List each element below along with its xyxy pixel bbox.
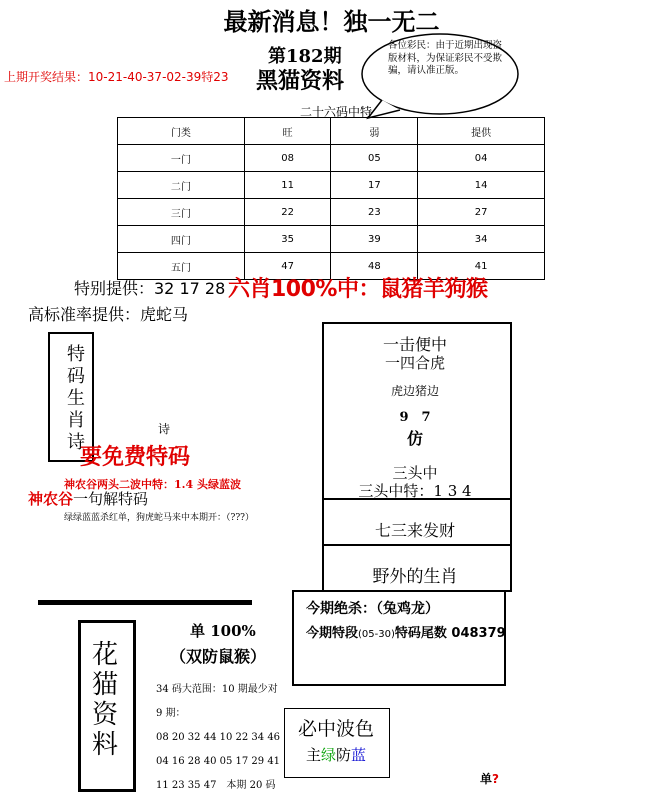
- range-lines: [156, 678, 280, 798]
- single-line: 单 100%: [190, 622, 256, 640]
- single-question: [480, 770, 499, 787]
- wave-main-prefix: 主: [305, 746, 321, 764]
- column-header: 弱: [331, 118, 418, 145]
- table-cell: 四门: [118, 226, 245, 253]
- column-header: 旺: [244, 118, 331, 145]
- last-draw-result: 上期开奖结果：10-21-40-37-02-39特23: [4, 70, 229, 84]
- table-cell: 11: [244, 172, 331, 199]
- table-cell: 41: [418, 253, 545, 280]
- right-line-7: 三头中特：1 3 4: [358, 482, 472, 500]
- table-cell: 35: [244, 226, 331, 253]
- table-cell: 二门: [118, 172, 245, 199]
- six-zodiac-line: 六肖100%中：鼠猪羊狗猴: [228, 277, 488, 302]
- range-line: 08 20 32 44 10 22 34 46: [156, 732, 281, 743]
- one-phrase-black: 一句解特码: [73, 490, 149, 508]
- table-cell: 04: [418, 145, 545, 172]
- wave-sub: [290, 744, 382, 765]
- issue-number: 第182期: [268, 46, 342, 67]
- segment-range: (05-30): [358, 629, 395, 640]
- range-line: 11 23 35 47 本期 20 码: [156, 780, 276, 791]
- table-cell: 27: [418, 199, 545, 226]
- right-line-4: 9 7: [399, 410, 431, 425]
- table-cell: 39: [331, 226, 418, 253]
- table-heading: 二十六码中特: [300, 105, 373, 119]
- right-box-3-text: 野外的生肖: [372, 567, 458, 587]
- table-cell: 05: [331, 145, 418, 172]
- kill-line: 今期绝杀：（兔鸡龙）: [306, 601, 439, 617]
- table-row: [118, 199, 545, 226]
- table-cell: 17: [331, 172, 418, 199]
- segment-suffix: 特码尾数 048379: [394, 626, 506, 641]
- bubble-text: 各位彩民：由于近期出现盗版材料，为保证彩民不受欺骗，请认准正版。: [388, 40, 503, 76]
- table-cell: 47: [244, 253, 331, 280]
- right-box-2-text: 七三来发财: [374, 521, 455, 540]
- table-cell: 14: [418, 172, 545, 199]
- question-mark: ?: [492, 772, 499, 786]
- table-row: [118, 172, 545, 199]
- right-line-3: 虎边猪边: [390, 384, 439, 398]
- wave-blue: 蓝: [351, 746, 367, 764]
- guard-line: （双防鼠猴）: [170, 647, 267, 666]
- segment-line: [306, 622, 506, 641]
- column-header: 提供: [418, 118, 545, 145]
- range-line: 34 码大范围：10 期最少对: [156, 684, 278, 695]
- wave-guard-prefix: 防: [336, 746, 352, 764]
- table-cell: 34: [418, 226, 545, 253]
- segment-prefix: 今期特段: [306, 626, 359, 641]
- right-line-5: 仿: [406, 429, 423, 448]
- one-phrase-note: 绿绿蓝蓝杀红单，狗虎蛇马来中本期开：（???）: [64, 513, 254, 523]
- table-row: [118, 226, 545, 253]
- special-offer: 特别提供：32 17 28: [74, 279, 226, 298]
- table-cell: 22: [244, 199, 331, 226]
- table-cell: 48: [331, 253, 418, 280]
- right-line-1: 一击便中: [382, 335, 447, 354]
- table-cell: 08: [244, 145, 331, 172]
- poem-title: 特码生肖诗: [67, 344, 85, 453]
- wave-title: 必中波色: [297, 718, 374, 740]
- high-standard-line: 高标准率提供：虎蛇马: [28, 305, 189, 324]
- one-phrase-red: 神农谷: [28, 490, 74, 508]
- table-row: [118, 145, 545, 172]
- number-table: [117, 117, 545, 280]
- table-cell: 23: [331, 199, 418, 226]
- poem-word: 诗: [158, 422, 171, 436]
- right-line-2: 一四合虎: [384, 354, 445, 372]
- two-wave-line: 神农谷两头二波中特：1.4 头绿蓝波: [64, 478, 241, 491]
- table-cell: 一门: [118, 145, 245, 172]
- wave-green: 绿: [320, 746, 336, 764]
- divider: [38, 600, 252, 605]
- table-cell: 五门: [118, 253, 245, 280]
- right-line-6: 三头中: [392, 464, 438, 482]
- single-q-text: 单: [480, 772, 493, 786]
- table-header-row: [118, 118, 545, 145]
- range-line: 9 期：: [156, 708, 186, 719]
- one-phrase-line: [28, 488, 148, 509]
- flower-cat-title: 花猫资料: [91, 640, 118, 760]
- main-title: 黑猫资料: [256, 68, 345, 94]
- column-header: 门类: [118, 118, 245, 145]
- range-line: 04 16 28 40 05 17 29 41: [156, 756, 281, 767]
- table-cell: 三门: [118, 199, 245, 226]
- free-code-line: 要免费特码: [80, 444, 191, 470]
- headline: 最新消息！独一无二: [223, 7, 440, 36]
